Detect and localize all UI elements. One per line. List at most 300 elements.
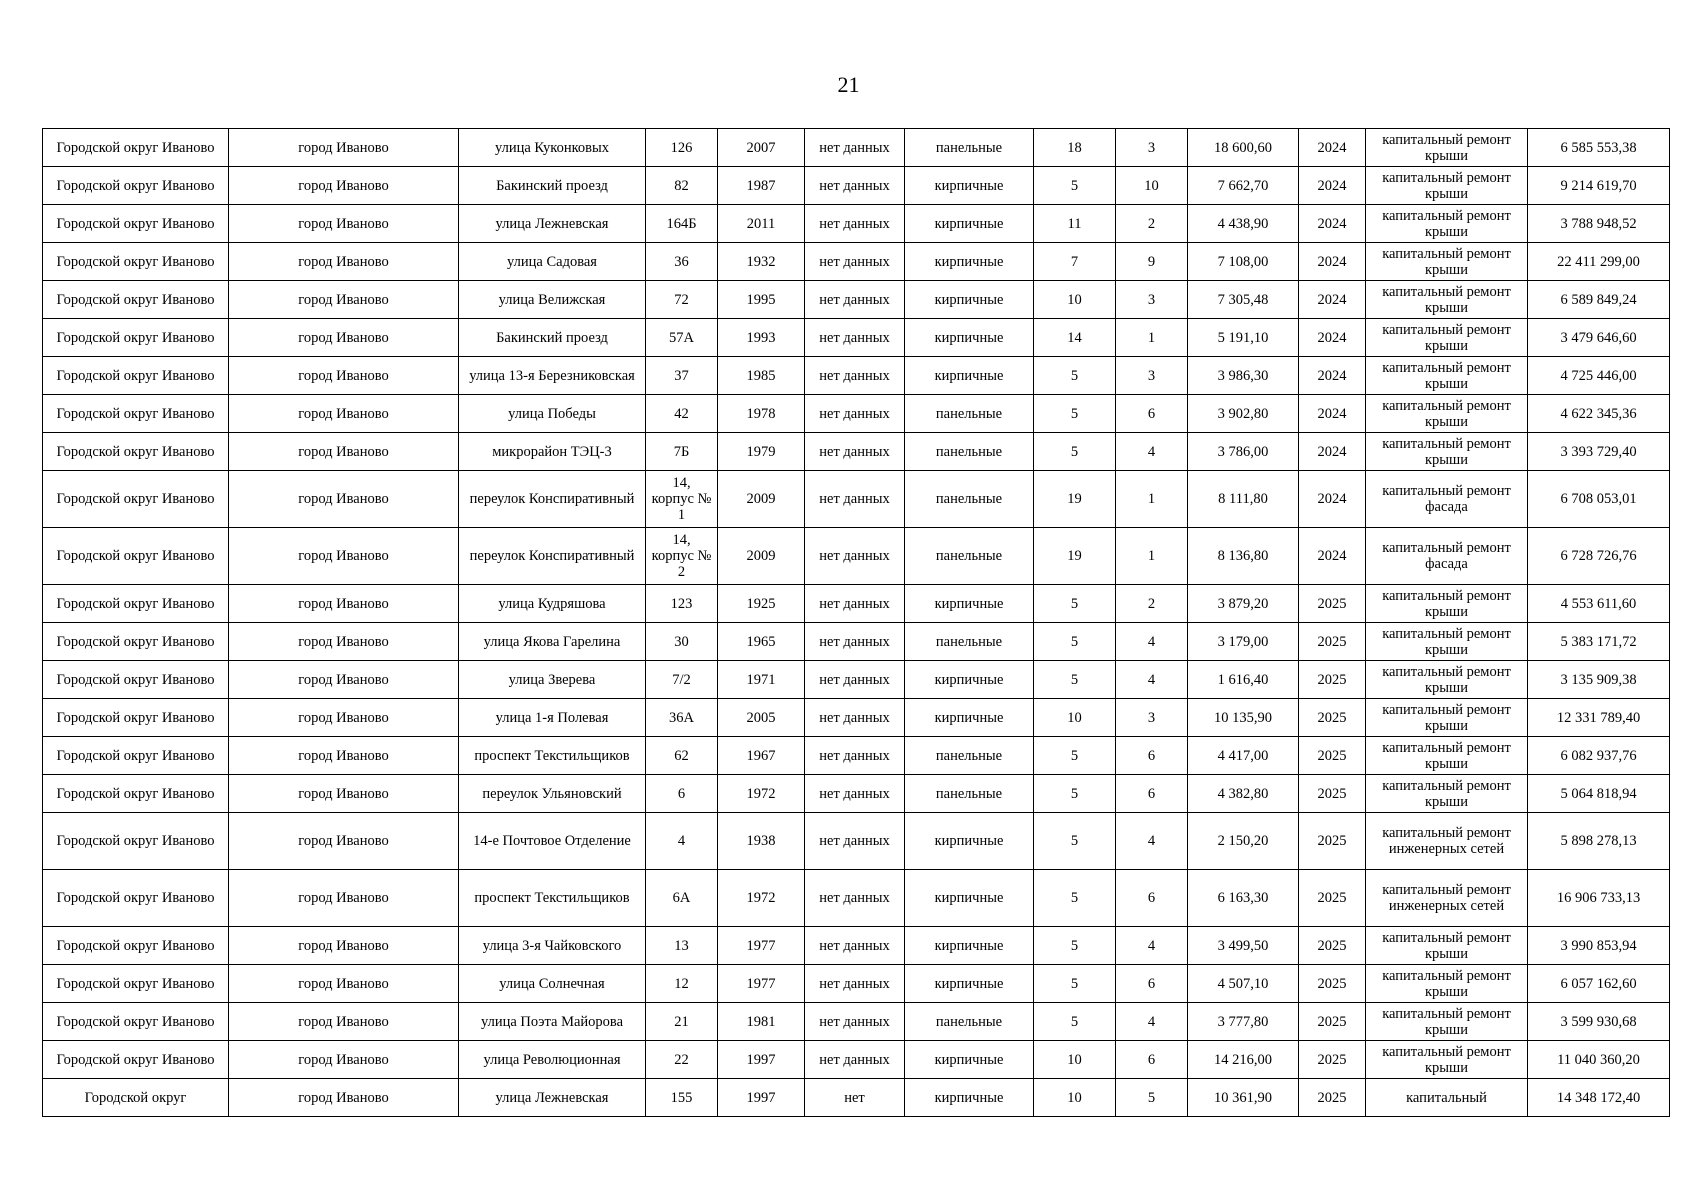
district-cell: Городской округ Иваново bbox=[43, 699, 229, 737]
plan-year-cell: 2025 bbox=[1299, 1003, 1366, 1041]
plan-year-cell: 2025 bbox=[1299, 775, 1366, 813]
build-year-cell: 1978 bbox=[718, 395, 805, 433]
wall-material-cell: кирпичные bbox=[905, 243, 1034, 281]
city-cell: город Иваново bbox=[229, 433, 459, 471]
work-type-cell: капитальный ремонт крыши bbox=[1366, 585, 1528, 623]
wall-material-cell: кирпичные bbox=[905, 699, 1034, 737]
street-cell: микрорайон ТЭЦ-3 bbox=[459, 433, 646, 471]
table-row bbox=[43, 775, 1670, 813]
wall-material-cell: кирпичные bbox=[905, 870, 1034, 927]
work-type-cell: капитальный ремонт крыши bbox=[1366, 167, 1528, 205]
table-row bbox=[43, 927, 1670, 965]
build-year-cell: 1985 bbox=[718, 357, 805, 395]
cost-cell: 4 725 446,00 bbox=[1528, 357, 1670, 395]
wall-material-cell: кирпичные bbox=[905, 661, 1034, 699]
floors-cell: 11 bbox=[1034, 205, 1116, 243]
area-cell: 4 417,00 bbox=[1188, 737, 1299, 775]
district-cell: Городской округ Иваново bbox=[43, 205, 229, 243]
district-cell: Городской округ Иваново bbox=[43, 585, 229, 623]
street-cell: улица Куконковых bbox=[459, 129, 646, 167]
house-number-cell: 164Б bbox=[646, 205, 718, 243]
build-year-cell: 1995 bbox=[718, 281, 805, 319]
area-cell: 7 305,48 bbox=[1188, 281, 1299, 319]
work-type-cell: капитальный ремонт крыши bbox=[1366, 281, 1528, 319]
city-cell: город Иваново bbox=[229, 1079, 459, 1117]
work-type-cell: капитальный ремонт фасада bbox=[1366, 528, 1528, 585]
area-cell: 8 111,80 bbox=[1188, 471, 1299, 528]
floors-cell: 5 bbox=[1034, 167, 1116, 205]
house-number-cell: 72 bbox=[646, 281, 718, 319]
work-type-cell: капитальный ремонт крыши bbox=[1366, 395, 1528, 433]
entrances-cell: 6 bbox=[1116, 737, 1188, 775]
work-type-cell: капитальный ремонт крыши bbox=[1366, 775, 1528, 813]
cost-cell: 22 411 299,00 bbox=[1528, 243, 1670, 281]
street-cell: улица Поэта Майорова bbox=[459, 1003, 646, 1041]
entrances-cell: 1 bbox=[1116, 471, 1188, 528]
wall-material-cell: панельные bbox=[905, 623, 1034, 661]
floors-cell: 14 bbox=[1034, 319, 1116, 357]
wall-material-cell: кирпичные bbox=[905, 585, 1034, 623]
cost-cell: 3 135 909,38 bbox=[1528, 661, 1670, 699]
build-year-cell: 2009 bbox=[718, 528, 805, 585]
city-cell: город Иваново bbox=[229, 528, 459, 585]
param-cell: нет данных bbox=[805, 167, 905, 205]
floors-cell: 5 bbox=[1034, 965, 1116, 1003]
area-cell: 4 382,80 bbox=[1188, 775, 1299, 813]
house-number-cell: 36 bbox=[646, 243, 718, 281]
plan-year-cell: 2024 bbox=[1299, 243, 1366, 281]
build-year-cell: 1967 bbox=[718, 737, 805, 775]
table-row bbox=[43, 699, 1670, 737]
floors-cell: 5 bbox=[1034, 433, 1116, 471]
plan-year-cell: 2024 bbox=[1299, 281, 1366, 319]
city-cell: город Иваново bbox=[229, 167, 459, 205]
area-cell: 3 986,30 bbox=[1188, 357, 1299, 395]
area-cell: 4 438,90 bbox=[1188, 205, 1299, 243]
city-cell: город Иваново bbox=[229, 585, 459, 623]
cost-cell: 6 708 053,01 bbox=[1528, 471, 1670, 528]
wall-material-cell: кирпичные bbox=[905, 1041, 1034, 1079]
area-cell: 18 600,60 bbox=[1188, 129, 1299, 167]
entrances-cell: 1 bbox=[1116, 528, 1188, 585]
entrances-cell: 4 bbox=[1116, 1003, 1188, 1041]
wall-material-cell: кирпичные bbox=[905, 205, 1034, 243]
house-number-cell: 62 bbox=[646, 737, 718, 775]
cost-cell: 6 585 553,38 bbox=[1528, 129, 1670, 167]
table-row bbox=[43, 205, 1670, 243]
house-number-cell: 6А bbox=[646, 870, 718, 927]
table-row bbox=[43, 471, 1670, 528]
build-year-cell: 2005 bbox=[718, 699, 805, 737]
cost-cell: 3 479 646,60 bbox=[1528, 319, 1670, 357]
entrances-cell: 4 bbox=[1116, 927, 1188, 965]
wall-material-cell: кирпичные bbox=[905, 927, 1034, 965]
district-cell: Городской округ Иваново bbox=[43, 813, 229, 870]
plan-year-cell: 2025 bbox=[1299, 927, 1366, 965]
work-type-cell: капитальный ремонт крыши bbox=[1366, 623, 1528, 661]
street-cell: Бакинский проезд bbox=[459, 319, 646, 357]
param-cell: нет данных bbox=[805, 1003, 905, 1041]
plan-year-cell: 2024 bbox=[1299, 433, 1366, 471]
entrances-cell: 3 bbox=[1116, 699, 1188, 737]
plan-year-cell: 2025 bbox=[1299, 870, 1366, 927]
district-cell: Городской округ Иваново bbox=[43, 870, 229, 927]
entrances-cell: 2 bbox=[1116, 205, 1188, 243]
table-body bbox=[43, 129, 1670, 1117]
table-row bbox=[43, 357, 1670, 395]
street-cell: улица 1-я Полевая bbox=[459, 699, 646, 737]
build-year-cell: 1981 bbox=[718, 1003, 805, 1041]
city-cell: город Иваново bbox=[229, 319, 459, 357]
entrances-cell: 6 bbox=[1116, 395, 1188, 433]
table-row bbox=[43, 1041, 1670, 1079]
city-cell: город Иваново bbox=[229, 623, 459, 661]
floors-cell: 5 bbox=[1034, 661, 1116, 699]
entrances-cell: 2 bbox=[1116, 585, 1188, 623]
area-cell: 3 179,00 bbox=[1188, 623, 1299, 661]
work-type-cell: капитальный ремонт инженерных сетей bbox=[1366, 813, 1528, 870]
street-cell: улица Велижская bbox=[459, 281, 646, 319]
entrances-cell: 6 bbox=[1116, 1041, 1188, 1079]
floors-cell: 10 bbox=[1034, 699, 1116, 737]
district-cell: Городской округ Иваново bbox=[43, 243, 229, 281]
area-cell: 3 499,50 bbox=[1188, 927, 1299, 965]
cost-cell: 3 990 853,94 bbox=[1528, 927, 1670, 965]
district-cell: Городской округ Иваново bbox=[43, 927, 229, 965]
build-year-cell: 1987 bbox=[718, 167, 805, 205]
build-year-cell: 1993 bbox=[718, 319, 805, 357]
area-cell: 3 786,00 bbox=[1188, 433, 1299, 471]
build-year-cell: 1972 bbox=[718, 870, 805, 927]
floors-cell: 5 bbox=[1034, 1003, 1116, 1041]
city-cell: город Иваново bbox=[229, 243, 459, 281]
entrances-cell: 4 bbox=[1116, 813, 1188, 870]
house-number-cell: 42 bbox=[646, 395, 718, 433]
work-type-cell: капитальный ремонт крыши bbox=[1366, 205, 1528, 243]
city-cell: город Иваново bbox=[229, 129, 459, 167]
district-cell: Городской округ Иваново bbox=[43, 1041, 229, 1079]
entrances-cell: 9 bbox=[1116, 243, 1188, 281]
table-row bbox=[43, 243, 1670, 281]
param-cell: нет данных bbox=[805, 927, 905, 965]
city-cell: город Иваново bbox=[229, 661, 459, 699]
housing-registry-table bbox=[42, 128, 1670, 1117]
cost-cell: 4 622 345,36 bbox=[1528, 395, 1670, 433]
street-cell: проспект Текстильщиков bbox=[459, 737, 646, 775]
district-cell: Городской округ Иваново bbox=[43, 775, 229, 813]
city-cell: город Иваново bbox=[229, 1041, 459, 1079]
param-cell: нет данных bbox=[805, 281, 905, 319]
plan-year-cell: 2024 bbox=[1299, 528, 1366, 585]
param-cell: нет данных bbox=[805, 395, 905, 433]
district-cell: Городской округ Иваново bbox=[43, 737, 229, 775]
work-type-cell: капитальный ремонт крыши bbox=[1366, 737, 1528, 775]
plan-year-cell: 2024 bbox=[1299, 167, 1366, 205]
city-cell: город Иваново bbox=[229, 775, 459, 813]
plan-year-cell: 2024 bbox=[1299, 395, 1366, 433]
floors-cell: 5 bbox=[1034, 813, 1116, 870]
house-number-cell: 57А bbox=[646, 319, 718, 357]
param-cell: нет данных bbox=[805, 528, 905, 585]
wall-material-cell: кирпичные bbox=[905, 167, 1034, 205]
street-cell: улица Революционная bbox=[459, 1041, 646, 1079]
city-cell: город Иваново bbox=[229, 357, 459, 395]
street-cell: улица 13-я Березниковская bbox=[459, 357, 646, 395]
param-cell: нет данных bbox=[805, 737, 905, 775]
table-row bbox=[43, 129, 1670, 167]
entrances-cell: 6 bbox=[1116, 870, 1188, 927]
plan-year-cell: 2025 bbox=[1299, 813, 1366, 870]
street-cell: улица Солнечная bbox=[459, 965, 646, 1003]
wall-material-cell: кирпичные bbox=[905, 1079, 1034, 1117]
floors-cell: 18 bbox=[1034, 129, 1116, 167]
cost-cell: 11 040 360,20 bbox=[1528, 1041, 1670, 1079]
param-cell: нет данных bbox=[805, 433, 905, 471]
param-cell: нет данных bbox=[805, 699, 905, 737]
floors-cell: 5 bbox=[1034, 870, 1116, 927]
house-number-cell: 13 bbox=[646, 927, 718, 965]
entrances-cell: 6 bbox=[1116, 965, 1188, 1003]
cost-cell: 3 599 930,68 bbox=[1528, 1003, 1670, 1041]
area-cell: 2 150,20 bbox=[1188, 813, 1299, 870]
house-number-cell: 7Б bbox=[646, 433, 718, 471]
area-cell: 10 135,90 bbox=[1188, 699, 1299, 737]
wall-material-cell: панельные bbox=[905, 775, 1034, 813]
street-cell: переулок Ульяновский bbox=[459, 775, 646, 813]
plan-year-cell: 2025 bbox=[1299, 623, 1366, 661]
table-row bbox=[43, 319, 1670, 357]
param-cell: нет данных bbox=[805, 357, 905, 395]
house-number-cell: 14, корпус № 1 bbox=[646, 471, 718, 528]
cost-cell: 5 898 278,13 bbox=[1528, 813, 1670, 870]
house-number-cell: 4 bbox=[646, 813, 718, 870]
cost-cell: 5 383 171,72 bbox=[1528, 623, 1670, 661]
wall-material-cell: кирпичные bbox=[905, 357, 1034, 395]
house-number-cell: 37 bbox=[646, 357, 718, 395]
house-number-cell: 36А bbox=[646, 699, 718, 737]
plan-year-cell: 2024 bbox=[1299, 205, 1366, 243]
plan-year-cell: 2025 bbox=[1299, 965, 1366, 1003]
wall-material-cell: панельные bbox=[905, 129, 1034, 167]
entrances-cell: 3 bbox=[1116, 281, 1188, 319]
area-cell: 5 191,10 bbox=[1188, 319, 1299, 357]
param-cell: нет данных bbox=[805, 775, 905, 813]
street-cell: улица Кудряшова bbox=[459, 585, 646, 623]
entrances-cell: 4 bbox=[1116, 433, 1188, 471]
plan-year-cell: 2025 bbox=[1299, 1041, 1366, 1079]
param-cell: нет данных bbox=[805, 1041, 905, 1079]
district-cell: Городской округ Иваново bbox=[43, 167, 229, 205]
city-cell: город Иваново bbox=[229, 1003, 459, 1041]
city-cell: город Иваново bbox=[229, 965, 459, 1003]
district-cell: Городской округ bbox=[43, 1079, 229, 1117]
param-cell: нет данных bbox=[805, 623, 905, 661]
cost-cell: 6 728 726,76 bbox=[1528, 528, 1670, 585]
table-row bbox=[43, 528, 1670, 585]
plan-year-cell: 2025 bbox=[1299, 737, 1366, 775]
work-type-cell: капитальный ремонт инженерных сетей bbox=[1366, 870, 1528, 927]
house-number-cell: 126 bbox=[646, 129, 718, 167]
work-type-cell: капитальный ремонт крыши bbox=[1366, 927, 1528, 965]
work-type-cell: капитальный ремонт крыши bbox=[1366, 243, 1528, 281]
house-number-cell: 155 bbox=[646, 1079, 718, 1117]
plan-year-cell: 2024 bbox=[1299, 357, 1366, 395]
table-row bbox=[43, 1079, 1670, 1117]
floors-cell: 7 bbox=[1034, 243, 1116, 281]
floors-cell: 5 bbox=[1034, 357, 1116, 395]
wall-material-cell: панельные bbox=[905, 528, 1034, 585]
table-row bbox=[43, 433, 1670, 471]
build-year-cell: 1977 bbox=[718, 965, 805, 1003]
work-type-cell: капитальный bbox=[1366, 1079, 1528, 1117]
area-cell: 7 662,70 bbox=[1188, 167, 1299, 205]
table-row bbox=[43, 395, 1670, 433]
entrances-cell: 6 bbox=[1116, 775, 1188, 813]
build-year-cell: 1997 bbox=[718, 1079, 805, 1117]
wall-material-cell: кирпичные bbox=[905, 965, 1034, 1003]
area-cell: 3 879,20 bbox=[1188, 585, 1299, 623]
work-type-cell: капитальный ремонт фасада bbox=[1366, 471, 1528, 528]
cost-cell: 12 331 789,40 bbox=[1528, 699, 1670, 737]
house-number-cell: 12 bbox=[646, 965, 718, 1003]
house-number-cell: 30 bbox=[646, 623, 718, 661]
wall-material-cell: панельные bbox=[905, 395, 1034, 433]
plan-year-cell: 2025 bbox=[1299, 661, 1366, 699]
wall-material-cell: панельные bbox=[905, 471, 1034, 528]
district-cell: Городской округ Иваново bbox=[43, 319, 229, 357]
house-number-cell: 123 bbox=[646, 585, 718, 623]
build-year-cell: 1977 bbox=[718, 927, 805, 965]
param-cell: нет данных bbox=[805, 965, 905, 1003]
street-cell: улица Победы bbox=[459, 395, 646, 433]
house-number-cell: 7/2 bbox=[646, 661, 718, 699]
plan-year-cell: 2024 bbox=[1299, 471, 1366, 528]
plan-year-cell: 2024 bbox=[1299, 319, 1366, 357]
table-row bbox=[43, 965, 1670, 1003]
city-cell: город Иваново bbox=[229, 813, 459, 870]
entrances-cell: 4 bbox=[1116, 661, 1188, 699]
table-row bbox=[43, 870, 1670, 927]
district-cell: Городской округ Иваново bbox=[43, 1003, 229, 1041]
cost-cell: 3 788 948,52 bbox=[1528, 205, 1670, 243]
entrances-cell: 1 bbox=[1116, 319, 1188, 357]
param-cell: нет данных bbox=[805, 661, 905, 699]
area-cell: 1 616,40 bbox=[1188, 661, 1299, 699]
build-year-cell: 1971 bbox=[718, 661, 805, 699]
area-cell: 3 902,80 bbox=[1188, 395, 1299, 433]
city-cell: город Иваново bbox=[229, 737, 459, 775]
district-cell: Городской округ Иваново bbox=[43, 129, 229, 167]
cost-cell: 6 057 162,60 bbox=[1528, 965, 1670, 1003]
district-cell: Городской округ Иваново bbox=[43, 357, 229, 395]
street-cell: улица Зверева bbox=[459, 661, 646, 699]
floors-cell: 5 bbox=[1034, 395, 1116, 433]
floors-cell: 10 bbox=[1034, 1079, 1116, 1117]
wall-material-cell: кирпичные bbox=[905, 319, 1034, 357]
street-cell: улица Садовая bbox=[459, 243, 646, 281]
plan-year-cell: 2025 bbox=[1299, 699, 1366, 737]
floors-cell: 5 bbox=[1034, 927, 1116, 965]
wall-material-cell: кирпичные bbox=[905, 813, 1034, 870]
entrances-cell: 3 bbox=[1116, 129, 1188, 167]
entrances-cell: 5 bbox=[1116, 1079, 1188, 1117]
table-row bbox=[43, 281, 1670, 319]
floors-cell: 10 bbox=[1034, 1041, 1116, 1079]
district-cell: Городской округ Иваново bbox=[43, 965, 229, 1003]
house-number-cell: 21 bbox=[646, 1003, 718, 1041]
district-cell: Городской округ Иваново bbox=[43, 623, 229, 661]
build-year-cell: 1979 bbox=[718, 433, 805, 471]
param-cell: нет данных bbox=[805, 205, 905, 243]
street-cell: улица Якова Гарелина bbox=[459, 623, 646, 661]
city-cell: город Иваново bbox=[229, 395, 459, 433]
cost-cell: 6 589 849,24 bbox=[1528, 281, 1670, 319]
area-cell: 3 777,80 bbox=[1188, 1003, 1299, 1041]
table-row bbox=[43, 1003, 1670, 1041]
param-cell: нет данных bbox=[805, 129, 905, 167]
table-row bbox=[43, 813, 1670, 870]
build-year-cell: 1925 bbox=[718, 585, 805, 623]
city-cell: город Иваново bbox=[229, 870, 459, 927]
cost-cell: 6 082 937,76 bbox=[1528, 737, 1670, 775]
district-cell: Городской округ Иваново bbox=[43, 471, 229, 528]
work-type-cell: капитальный ремонт крыши bbox=[1366, 965, 1528, 1003]
area-cell: 7 108,00 bbox=[1188, 243, 1299, 281]
table-row bbox=[43, 737, 1670, 775]
build-year-cell: 2007 bbox=[718, 129, 805, 167]
area-cell: 6 163,30 bbox=[1188, 870, 1299, 927]
wall-material-cell: панельные bbox=[905, 737, 1034, 775]
floors-cell: 19 bbox=[1034, 471, 1116, 528]
floors-cell: 10 bbox=[1034, 281, 1116, 319]
house-number-cell: 6 bbox=[646, 775, 718, 813]
build-year-cell: 1932 bbox=[718, 243, 805, 281]
street-cell: улица Лежневская bbox=[459, 1079, 646, 1117]
param-cell: нет данных bbox=[805, 319, 905, 357]
house-number-cell: 22 bbox=[646, 1041, 718, 1079]
floors-cell: 5 bbox=[1034, 775, 1116, 813]
param-cell: нет данных bbox=[805, 585, 905, 623]
wall-material-cell: панельные bbox=[905, 433, 1034, 471]
area-cell: 10 361,90 bbox=[1188, 1079, 1299, 1117]
param-cell: нет данных bbox=[805, 870, 905, 927]
floors-cell: 5 bbox=[1034, 623, 1116, 661]
city-cell: город Иваново bbox=[229, 471, 459, 528]
area-cell: 8 136,80 bbox=[1188, 528, 1299, 585]
city-cell: город Иваново bbox=[229, 205, 459, 243]
street-cell: улица 3-я Чайковского bbox=[459, 927, 646, 965]
entrances-cell: 4 bbox=[1116, 623, 1188, 661]
district-cell: Городской округ Иваново bbox=[43, 433, 229, 471]
street-cell: 14-е Почтовое Отделение bbox=[459, 813, 646, 870]
work-type-cell: капитальный ремонт крыши bbox=[1366, 1041, 1528, 1079]
table-row bbox=[43, 585, 1670, 623]
house-number-cell: 82 bbox=[646, 167, 718, 205]
work-type-cell: капитальный ремонт крыши bbox=[1366, 319, 1528, 357]
build-year-cell: 2011 bbox=[718, 205, 805, 243]
district-cell: Городской округ Иваново bbox=[43, 528, 229, 585]
city-cell: город Иваново bbox=[229, 927, 459, 965]
entrances-cell: 3 bbox=[1116, 357, 1188, 395]
param-cell: нет данных bbox=[805, 243, 905, 281]
work-type-cell: капитальный ремонт крыши bbox=[1366, 357, 1528, 395]
param-cell: нет bbox=[805, 1079, 905, 1117]
build-year-cell: 1972 bbox=[718, 775, 805, 813]
plan-year-cell: 2025 bbox=[1299, 585, 1366, 623]
param-cell: нет данных bbox=[805, 471, 905, 528]
work-type-cell: капитальный ремонт крыши bbox=[1366, 129, 1528, 167]
cost-cell: 3 393 729,40 bbox=[1528, 433, 1670, 471]
